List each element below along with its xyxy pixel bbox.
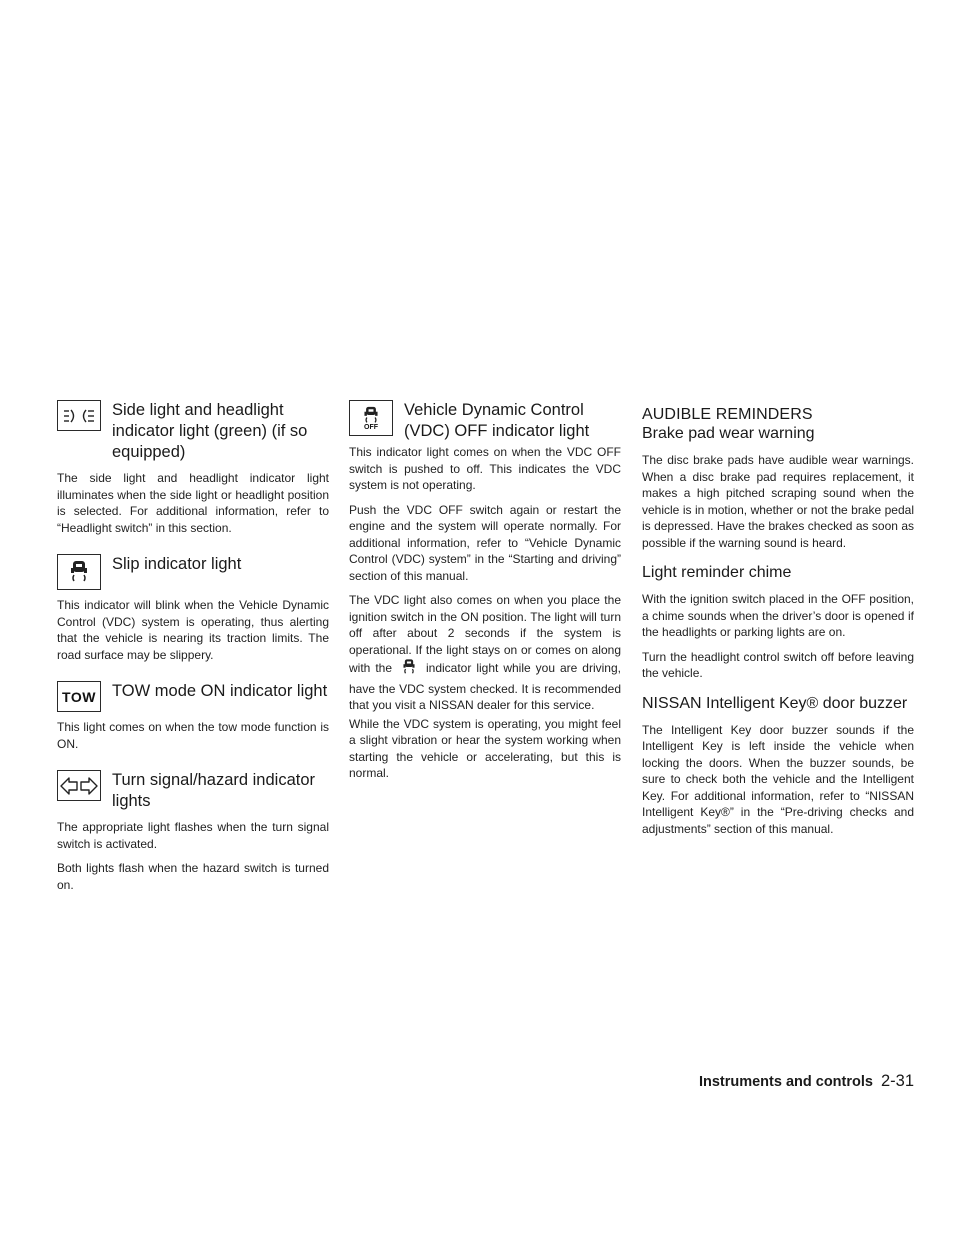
subheading-key-buzzer: NISSAN Intelligent Key® door buzzer [642, 694, 908, 712]
footer-section-title: Instruments and controls [698, 1074, 873, 1090]
paragraph: This indicator will blink when the Vehicle Dynamic Control (VDC) system is operating, thus alerting that the vehicle is nearing its traction limits. The road surface may be slippery. [57, 598, 329, 662]
paragraph: The side light and headlight indicator light illuminates when the side light or headlight position is selected. For additional information, refer to “Headlight switch” in this section. [57, 471, 329, 535]
section-title: Turn signal/hazard indicator lights [112, 771, 315, 810]
section-slip [57, 551, 329, 663]
page-footer [699, 1072, 914, 1091]
column-right [642, 397, 914, 845]
heading-audible-reminders: AUDIBLE REMINDERS [642, 406, 813, 423]
section-side-light [57, 397, 329, 536]
subheading-light-reminder: Light reminder chime [642, 564, 792, 581]
paragraph: This light comes on when the tow mode function is ON. [57, 720, 329, 751]
slip-car-icon [57, 554, 101, 590]
section-tow [57, 678, 329, 752]
paragraph: The appropriate light flashes when the turn signal switch is activated. [57, 820, 329, 851]
vdc-off-icon: OFF [349, 400, 393, 436]
paragraph: The disc brake pads have audible wear warnings. When a disc brake pad requires replacement, it makes a high pitched scraping sound when the vehicle is in motion, whether or not the brake pedal is depressed. Have the brakes checked as soon as possible if the warning sound is heard. [642, 453, 914, 550]
paragraph: Turn the headlight control switch off before leaving the vehicle. [642, 649, 914, 680]
paragraph: Push the VDC OFF switch again or restart the engine and the system will operate normally. For additional information, refer to “Vehicle Dynamic Control (VDC) system” in the “Starting and driving” section of this manual. [349, 502, 621, 583]
column-middle [349, 397, 621, 801]
paragraph: The Intelligent Key door buzzer sounds if the Intelligent Key is left inside the vehicle when locking the doors. When the buzzer sounds, be sure to check both the vehicle and the Intelligent Key. For additional information, refer to “NISSAN Intelligent Key®” in the “Pre-driving checks and adjustments” section of this manual. [642, 722, 914, 836]
page-number: 2-31 [880, 1072, 914, 1090]
paragraph: The VDC light also comes on when you place the ignition switch in the ON position. The light will turn off after about 2 seconds if the system is operational. If the light stays on or comes on along with the indicator light while you are driving, have the VDC system checked. It is recommended that you visit a NISSAN dealer for this service. [349, 593, 621, 712]
paragraph: With the ignition switch placed in the OFF position, a chime sounds when the driver’s door is opened if the headlights or parking lights are on. [642, 592, 914, 639]
subheading-brake-pad: Brake pad wear warning [642, 425, 815, 442]
section-title: TOW mode ON indicator light [112, 682, 328, 700]
paragraph: While the VDC system is operating, you might feel a slight vibration or hear the system working when starting the vehicle or accelerating, but this is normal. [349, 716, 621, 780]
section-turn-signal [57, 767, 329, 893]
slip-car-icon [401, 658, 417, 681]
column-left [57, 397, 329, 912]
section-title: Vehicle Dynamic Control (VDC) OFF indicator light [404, 401, 590, 440]
turn-signal-arrows-icon [57, 770, 101, 801]
section-title: Side light and headlight indicator light (green) (if so equipped) [112, 401, 308, 461]
side-light-headlight-icon [57, 400, 101, 431]
paragraph: This indicator light comes on when the VDC OFF switch is pushed to off. This indicates the VDC system is not operating. [349, 445, 621, 492]
section-vdc-off [349, 397, 621, 782]
section-title: Slip indicator light [112, 555, 242, 573]
tow-icon: TOW [57, 681, 101, 712]
paragraph: Both lights flash when the hazard switch is turned on. [57, 861, 329, 892]
